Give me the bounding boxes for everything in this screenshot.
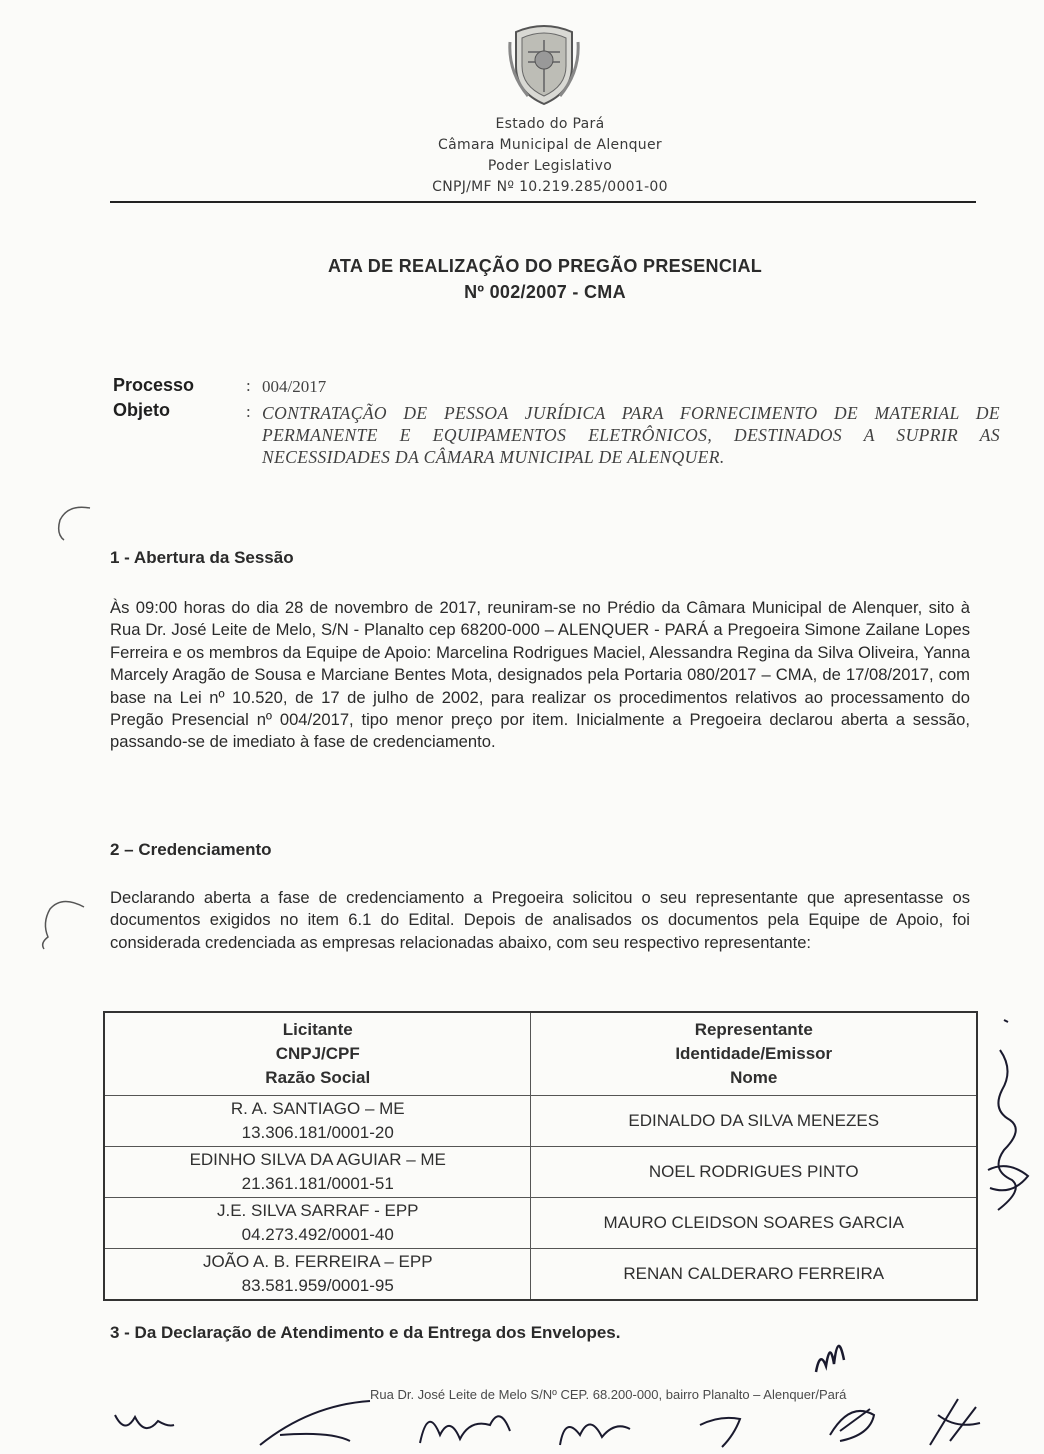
credenciamento-table [103,1011,978,1301]
table-row [104,1096,977,1147]
objeto-colon: : [246,402,251,421]
row-cnpj: 04.273.492/0001-40 [241,1225,394,1244]
margin-signature-icon [984,1010,1034,1220]
footer-address: Rua Dr. José Leite de Melo S/Nº CEP. 68.200-000, bairro Planalto – Alenquer/Pará [370,1387,847,1402]
row-company: JOÃO A. B. FERREIRA – EPP [202,1252,433,1271]
footer-signatures-icon [110,1395,1010,1450]
header-licitante: Licitante [282,1020,353,1039]
header-divider [110,201,976,203]
processo-value: 004/2017 [262,377,327,396]
objeto-value: CONTRATAÇÃO DE PESSOA JURÍDICA PARA FORNECIMENTO DE MATERIAL DE PERMANENTE E EQUIPAMENTOS ELETRÔNICOS, DESTINADOS A SUPRIR AS NECESSIDADES DA CÂMARA MUNICIPAL DE ALENQUER. [262,403,1000,467]
table-header-representante [531,1012,977,1096]
table-header-row [104,1012,977,1096]
section3-heading: 3 - Da Declaração de Atendimento e da Entrega dos Envelopes. [110,1323,621,1342]
row-cnpj: 83.581.959/0001-95 [241,1276,394,1295]
table-row [104,1249,977,1301]
section2-text: Declarando aberta a fase de credenciamento a Pregoeira solicitou o seu representante que apresentasse os documentos exigidos no item 6.1 do Edital. Depois de analisados os documentos pela Equipe de Apoio, foi considerada credenciada as empresas relacionadas abaixo, com seu respectivo representante: [110,888,970,952]
processo-colon: : [246,376,251,395]
row-cnpj: 13.306.181/0001-20 [241,1123,394,1142]
table-row [104,1147,977,1198]
header-cnpj: CNPJ/MF Nº 10.219.285/0001-00 [432,179,668,195]
table-row [104,1198,977,1249]
header-identidade: Identidade/Emissor [675,1044,833,1063]
document-number: Nº 002/2007 - CMA [464,282,626,302]
header-cnpj-cpf: CNPJ/CPF [275,1044,360,1063]
section2-heading: 2 – Credenciamento [110,840,272,859]
row-company: R. A. SANTIAGO – ME [230,1099,405,1118]
row-representative: RENAN CALDERARO FERREIRA [531,1249,977,1301]
objeto-label: Objeto [113,400,170,420]
processo-label: Processo [113,375,195,395]
section1-text: Às 09:00 horas do dia 28 de novembro de 2017, reuniram-se no Prédio da Câmara Municipal de Alenquer, sito à Rua Dr. José Leite de Melo, S/N - Planalto cep 68200-000 – ALENQUER - PARÁ a Pregoeira Simone Zailane Lopes Ferreira e os membros da Equipe de Apoio: Marcelina Rodrigues Maciel, Alessandra Regina da Silva Oliveira, Yanna Marcely Aragão de Sousa e Marciane Bentes Mota, designados pela Portaria 080/2017 – CMA, de 17/08/2017, com base na Lei nº 10.520, de 17 de julho de 2002, para realizar os procedimentos relativos ao processamento do Pregão Presencial nº 004/2017, tipo menor preço por item. Inicialmente a Pregoeira declarou aberta a sessão, passando-se de imediato à fase de credenciamento. [110,598,970,752]
punch-hole-mark-icon [34,895,94,955]
document-title: ATA DE REALIZAÇÃO DO PREGÃO PRESENCIAL [327,256,763,276]
row-cnpj: 21.361.181/0001-51 [241,1174,394,1193]
row-representative: MAURO CLEIDSON SOARES GARCIA [531,1198,977,1249]
initials-signature-icon [810,1320,850,1380]
row-company: J.E. SILVA SARRAF - EPP [216,1201,419,1220]
row-representative: EDINALDO DA SILVA MENEZES [531,1096,977,1147]
section1-heading: 1 - Abertura da Sessão [110,548,294,567]
header-chamber: Câmara Municipal de Alenquer [438,137,662,153]
header-power: Poder Legislativo [487,158,613,174]
row-representative: NOEL RODRIGUES PINTO [531,1147,977,1198]
table-header-licitante [104,1012,531,1096]
header-nome: Nome [730,1068,778,1087]
header-representante: Representante [694,1020,813,1039]
row-company: EDINHO SILVA DA AGUIAR – ME [189,1150,446,1169]
punch-hole-mark-icon [50,500,100,550]
municipal-crest-icon [508,22,580,106]
header-razao-social: Razão Social [265,1068,371,1087]
header-state: Estado do Pará [495,116,605,132]
